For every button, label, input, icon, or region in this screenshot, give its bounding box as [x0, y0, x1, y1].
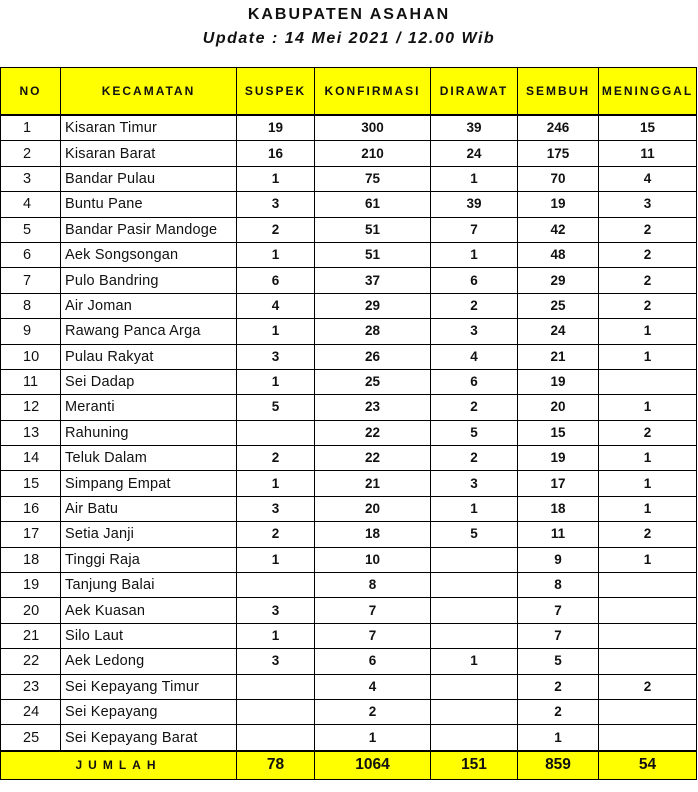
cell-sembuh: 8	[518, 573, 599, 598]
cell-no: 5	[1, 217, 61, 242]
cell-kecamatan: Air Joman	[61, 293, 237, 318]
cell-sembuh: 2	[518, 674, 599, 699]
cell-no: 10	[1, 344, 61, 369]
cell-meninggal	[599, 573, 697, 598]
cell-sembuh: 20	[518, 395, 599, 420]
cell-sembuh: 25	[518, 293, 599, 318]
table-row	[1, 699, 697, 724]
cell-kecamatan: Rawang Panca Arga	[61, 319, 237, 344]
cell-konfirmasi: 25	[315, 369, 431, 394]
table-row	[1, 496, 697, 521]
cell-kecamatan: Kisaran Timur	[61, 115, 237, 141]
cell-konfirmasi: 23	[315, 395, 431, 420]
cell-meninggal: 2	[599, 268, 697, 293]
cell-suspek: 1	[237, 547, 315, 572]
cell-meninggal: 3	[599, 192, 697, 217]
cell-suspek: 2	[237, 522, 315, 547]
cell-konfirmasi: 7	[315, 623, 431, 648]
cell-konfirmasi: 51	[315, 242, 431, 267]
header-row	[1, 68, 697, 116]
total-meninggal: 54	[599, 751, 697, 780]
cell-dirawat: 24	[431, 141, 518, 166]
cell-meninggal: 2	[599, 217, 697, 242]
cell-konfirmasi: 61	[315, 192, 431, 217]
cell-suspek: 1	[237, 242, 315, 267]
update-subtitle: Update : 14 Mei 2021 / 12.00 Wib	[202, 30, 496, 47]
page-title: KABUPATEN ASAHAN	[247, 6, 451, 23]
table-row	[1, 573, 697, 598]
table-row	[1, 141, 697, 166]
cell-no: 24	[1, 699, 61, 724]
cell-meninggal: 4	[599, 166, 697, 191]
table-row	[1, 598, 697, 623]
cell-no: 25	[1, 725, 61, 751]
cell-meninggal	[599, 649, 697, 674]
cell-suspek: 3	[237, 496, 315, 521]
cell-sembuh: 24	[518, 319, 599, 344]
cell-kecamatan: Aek Ledong	[61, 649, 237, 674]
cell-meninggal: 1	[599, 496, 697, 521]
cell-konfirmasi: 51	[315, 217, 431, 242]
cell-kecamatan: Aek Songsongan	[61, 242, 237, 267]
cell-sembuh: 18	[518, 496, 599, 521]
table-row	[1, 369, 697, 394]
table-row	[1, 547, 697, 572]
cell-kecamatan: Tanjung Balai	[61, 573, 237, 598]
cell-dirawat	[431, 573, 518, 598]
cell-suspek: 5	[237, 395, 315, 420]
cell-konfirmasi: 7	[315, 598, 431, 623]
cell-suspek: 2	[237, 217, 315, 242]
cell-meninggal	[599, 623, 697, 648]
cell-konfirmasi: 10	[315, 547, 431, 572]
cell-meninggal	[599, 725, 697, 751]
cell-suspek	[237, 573, 315, 598]
cell-sembuh: 1	[518, 725, 599, 751]
cell-dirawat: 6	[431, 369, 518, 394]
cell-sembuh: 42	[518, 217, 599, 242]
cell-konfirmasi: 26	[315, 344, 431, 369]
cell-kecamatan: Aek Kuasan	[61, 598, 237, 623]
cell-sembuh: 246	[518, 115, 599, 141]
cell-suspek: 3	[237, 598, 315, 623]
cell-konfirmasi: 18	[315, 522, 431, 547]
cell-kecamatan: Setia Janji	[61, 522, 237, 547]
cell-konfirmasi: 4	[315, 674, 431, 699]
cell-suspek: 3	[237, 192, 315, 217]
table-row	[1, 319, 697, 344]
cell-konfirmasi: 75	[315, 166, 431, 191]
cell-konfirmasi: 22	[315, 420, 431, 445]
cell-konfirmasi: 28	[315, 319, 431, 344]
cell-meninggal: 15	[599, 115, 697, 141]
table-row	[1, 674, 697, 699]
cell-sembuh: 11	[518, 522, 599, 547]
cell-sembuh: 2	[518, 699, 599, 724]
cell-konfirmasi: 37	[315, 268, 431, 293]
cell-meninggal: 1	[599, 547, 697, 572]
table-row	[1, 192, 697, 217]
cell-konfirmasi: 300	[315, 115, 431, 141]
cell-no: 17	[1, 522, 61, 547]
cell-no: 19	[1, 573, 61, 598]
cell-sembuh: 21	[518, 344, 599, 369]
header-no: NO	[1, 68, 61, 116]
cell-konfirmasi: 6	[315, 649, 431, 674]
total-dirawat: 151	[431, 751, 518, 780]
header-kecamatan: KECAMATAN	[61, 68, 237, 116]
cell-kecamatan: Tinggi Raja	[61, 547, 237, 572]
cell-sembuh: 19	[518, 369, 599, 394]
cell-sembuh: 48	[518, 242, 599, 267]
cell-dirawat: 1	[431, 166, 518, 191]
cell-konfirmasi: 1	[315, 725, 431, 751]
cell-sembuh: 9	[518, 547, 599, 572]
cell-no: 12	[1, 395, 61, 420]
table-row	[1, 166, 697, 191]
cell-kecamatan: Pulau Rakyat	[61, 344, 237, 369]
table-row	[1, 420, 697, 445]
cell-no: 22	[1, 649, 61, 674]
cell-sembuh: 29	[518, 268, 599, 293]
table-row	[1, 522, 697, 547]
cell-sembuh: 19	[518, 446, 599, 471]
table-row	[1, 217, 697, 242]
cell-suspek: 1	[237, 471, 315, 496]
cell-sembuh: 175	[518, 141, 599, 166]
cell-dirawat: 39	[431, 192, 518, 217]
cell-meninggal: 2	[599, 674, 697, 699]
table-row	[1, 115, 697, 141]
cell-sembuh: 7	[518, 623, 599, 648]
cell-kecamatan: Silo Laut	[61, 623, 237, 648]
total-label: JUMLAH	[1, 751, 237, 780]
table-row	[1, 268, 697, 293]
cell-sembuh: 5	[518, 649, 599, 674]
cell-konfirmasi: 29	[315, 293, 431, 318]
total-row	[1, 751, 697, 780]
cell-dirawat: 1	[431, 649, 518, 674]
cell-meninggal: 2	[599, 293, 697, 318]
cell-dirawat	[431, 547, 518, 572]
cell-suspek: 16	[237, 141, 315, 166]
cell-no: 11	[1, 369, 61, 394]
cell-kecamatan: Simpang Empat	[61, 471, 237, 496]
cell-meninggal: 2	[599, 242, 697, 267]
cell-kecamatan: Sei Kepayang	[61, 699, 237, 724]
cell-meninggal: 1	[599, 344, 697, 369]
cell-dirawat	[431, 699, 518, 724]
header-suspek: SUSPEK	[237, 68, 315, 116]
cell-no: 1	[1, 115, 61, 141]
cell-sembuh: 70	[518, 166, 599, 191]
cell-kecamatan: Sei Dadap	[61, 369, 237, 394]
cell-dirawat: 3	[431, 319, 518, 344]
cell-dirawat: 2	[431, 395, 518, 420]
cell-meninggal: 2	[599, 522, 697, 547]
table-row	[1, 242, 697, 267]
cell-no: 2	[1, 141, 61, 166]
cell-meninggal: 1	[599, 319, 697, 344]
table-row	[1, 471, 697, 496]
cell-sembuh: 7	[518, 598, 599, 623]
cell-no: 20	[1, 598, 61, 623]
cell-suspek: 2	[237, 446, 315, 471]
cell-dirawat: 3	[431, 471, 518, 496]
cell-sembuh: 17	[518, 471, 599, 496]
cell-konfirmasi: 210	[315, 141, 431, 166]
cell-kecamatan: Meranti	[61, 395, 237, 420]
cell-kecamatan: Buntu Pane	[61, 192, 237, 217]
cell-no: 13	[1, 420, 61, 445]
cell-no: 3	[1, 166, 61, 191]
cell-konfirmasi: 20	[315, 496, 431, 521]
cell-dirawat: 1	[431, 242, 518, 267]
cell-kecamatan: Bandar Pasir Mandoge	[61, 217, 237, 242]
cell-kecamatan: Pulo Bandring	[61, 268, 237, 293]
covid-data-table	[0, 67, 697, 780]
cell-dirawat: 4	[431, 344, 518, 369]
cell-dirawat: 2	[431, 446, 518, 471]
cell-dirawat	[431, 674, 518, 699]
header-meninggal: MENINGGAL	[599, 68, 697, 116]
cell-dirawat	[431, 725, 518, 751]
cell-konfirmasi: 22	[315, 446, 431, 471]
cell-meninggal	[599, 699, 697, 724]
cell-dirawat: 5	[431, 420, 518, 445]
cell-no: 21	[1, 623, 61, 648]
table-row	[1, 446, 697, 471]
cell-kecamatan: Kisaran Barat	[61, 141, 237, 166]
cell-suspek	[237, 420, 315, 445]
cell-dirawat: 6	[431, 268, 518, 293]
cell-suspek: 1	[237, 623, 315, 648]
cell-meninggal: 1	[599, 471, 697, 496]
total-konfirmasi: 1064	[315, 751, 431, 780]
cell-no: 6	[1, 242, 61, 267]
cell-dirawat	[431, 598, 518, 623]
cell-meninggal: 11	[599, 141, 697, 166]
cell-no: 23	[1, 674, 61, 699]
cell-meninggal	[599, 598, 697, 623]
cell-dirawat	[431, 623, 518, 648]
cell-dirawat: 5	[431, 522, 518, 547]
cell-meninggal: 1	[599, 395, 697, 420]
cell-no: 9	[1, 319, 61, 344]
cell-no: 8	[1, 293, 61, 318]
cell-kecamatan: Sei Kepayang Barat	[61, 725, 237, 751]
table-row	[1, 623, 697, 648]
cell-no: 18	[1, 547, 61, 572]
header-konfirmasi: KONFIRMASI	[315, 68, 431, 116]
cell-suspek: 1	[237, 319, 315, 344]
cell-kecamatan: Rahuning	[61, 420, 237, 445]
cell-kecamatan: Bandar Pulau	[61, 166, 237, 191]
header-dirawat: DIRAWAT	[431, 68, 518, 116]
cell-suspek: 3	[237, 344, 315, 369]
cell-konfirmasi: 8	[315, 573, 431, 598]
cell-no: 4	[1, 192, 61, 217]
cell-kecamatan: Air Batu	[61, 496, 237, 521]
table-row	[1, 649, 697, 674]
cell-konfirmasi: 21	[315, 471, 431, 496]
cell-suspek: 19	[237, 115, 315, 141]
cell-no: 7	[1, 268, 61, 293]
cell-dirawat: 39	[431, 115, 518, 141]
cell-kecamatan: Teluk Dalam	[61, 446, 237, 471]
cell-dirawat: 2	[431, 293, 518, 318]
cell-sembuh: 19	[518, 192, 599, 217]
cell-suspek: 1	[237, 166, 315, 191]
cell-sembuh: 15	[518, 420, 599, 445]
cell-suspek: 4	[237, 293, 315, 318]
cell-suspek: 1	[237, 369, 315, 394]
total-sembuh: 859	[518, 751, 599, 780]
cell-dirawat: 1	[431, 496, 518, 521]
table-row	[1, 725, 697, 751]
cell-meninggal	[599, 369, 697, 394]
table-row	[1, 293, 697, 318]
cell-kecamatan: Sei Kepayang Timur	[61, 674, 237, 699]
cell-meninggal: 1	[599, 446, 697, 471]
cell-suspek	[237, 699, 315, 724]
cell-suspek: 3	[237, 649, 315, 674]
cell-no: 15	[1, 471, 61, 496]
table-row	[1, 395, 697, 420]
header-sembuh: SEMBUH	[518, 68, 599, 116]
cell-no: 14	[1, 446, 61, 471]
cell-no: 16	[1, 496, 61, 521]
cell-suspek	[237, 674, 315, 699]
cell-meninggal: 2	[599, 420, 697, 445]
table-row	[1, 344, 697, 369]
cell-suspek: 6	[237, 268, 315, 293]
cell-suspek	[237, 725, 315, 751]
cell-dirawat: 7	[431, 217, 518, 242]
total-suspek: 78	[237, 751, 315, 780]
cell-konfirmasi: 2	[315, 699, 431, 724]
